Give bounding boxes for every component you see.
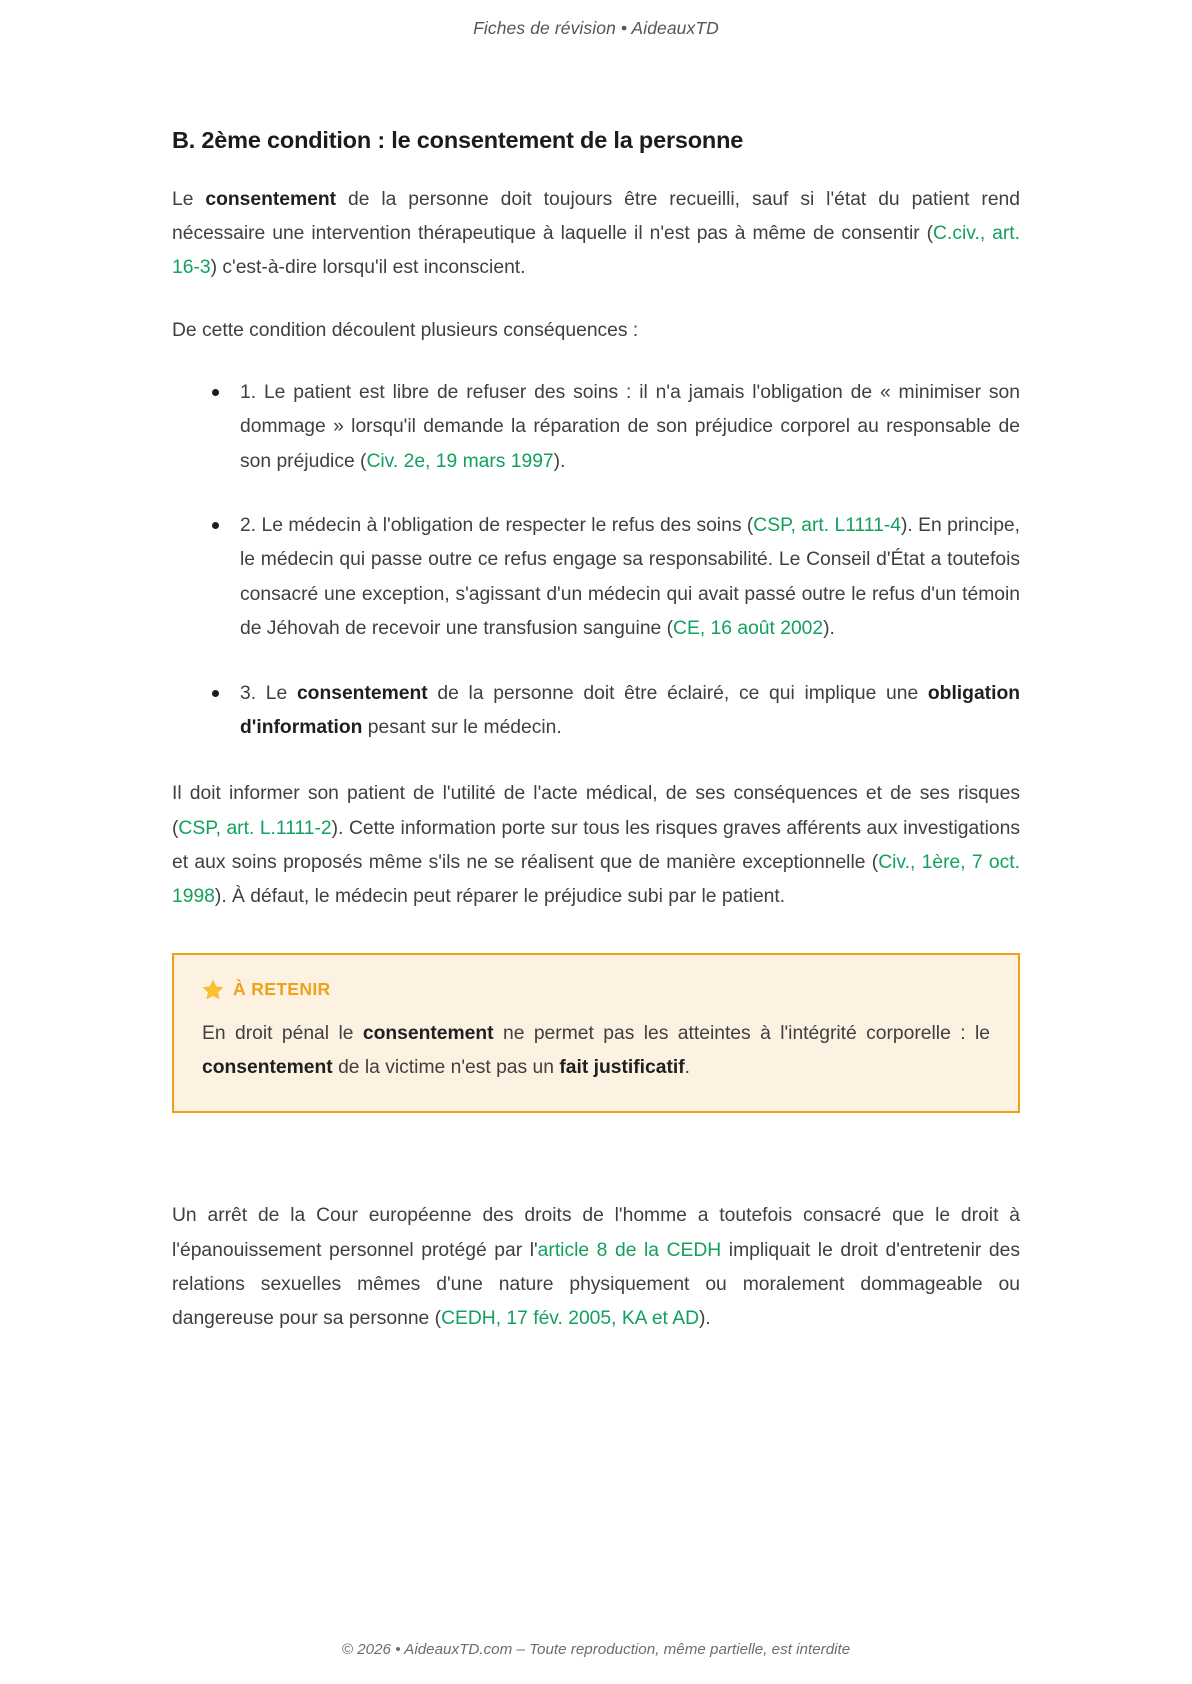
document-content	[172, 39, 1020, 1611]
citation-csp-l1111-2: CSP, art. L.1111-2	[178, 817, 332, 839]
consequences-list	[172, 376, 1020, 745]
page-footer: © 2026 • AideauxTD.com – Toute reproduction, même partielle, est interdite	[341, 1641, 851, 1658]
final-text-1: Un arrêt de la Cour européenne des droits de l'homme a toutefois consacré que le droit à l'épanouissement personnel protégé par l'	[172, 1205, 1020, 1261]
callout-text-1: En droit pénal le	[202, 1022, 363, 1044]
citation-article-8-cedh: article 8 de la CEDH	[537, 1239, 722, 1261]
callout-title: À RETENIR	[233, 979, 331, 1000]
callout-header	[202, 979, 990, 1001]
citation-civ-2e-1997: Civ. 2e, 19 mars 1997	[366, 450, 554, 472]
bullet-2-text-after: ).	[823, 618, 835, 640]
callout-text-3: de la victime n'est pas un	[332, 1056, 560, 1078]
information-paragraph	[172, 777, 1020, 914]
callout-bold-consentement-1: consentement	[362, 1022, 494, 1044]
list-item	[172, 509, 1020, 646]
bullet-2-text-before: 2. Le médecin à l'obligation de respecter le refus des soins (	[240, 515, 754, 537]
star-icon	[202, 979, 224, 1001]
final-text-2: impliquait le droit d'entretenir des relations sexuelles mêmes d'une nature physiquement ou moralement dommageable ou dangereuse pour sa personne (	[172, 1239, 1020, 1330]
bullet-3-text-after: pesant sur le médecin.	[362, 716, 562, 738]
bullet-3-bold-consentement: consentement	[296, 682, 428, 704]
running-header: Fiches de révision • AideauxTD	[473, 18, 719, 38]
final-text-3: ).	[699, 1308, 711, 1330]
bullet-3-text-before: 3. Le	[240, 682, 297, 704]
callout-bold-fait-justificatif: fait justificatif	[559, 1056, 685, 1078]
list-item	[172, 376, 1020, 479]
bullet-dot-icon	[212, 522, 219, 529]
bullet-3-bold-obligation: obligation d'information	[240, 682, 1020, 738]
bullet-dot-icon	[212, 690, 219, 697]
citation-cciv-16-3: C.civ., art. 16-3	[172, 223, 1021, 279]
final-paragraph	[172, 1199, 1020, 1336]
bullet-1-text-before: 1. Le patient est libre de refuser des soins : il n'a jamais l'obligation de « minimiser son dommage » lorsqu'il demande la réparation de son préjudice corporel au responsable de son préjudice (	[240, 382, 1020, 472]
intro-text-1: Le	[172, 188, 206, 210]
list-item	[172, 677, 1020, 746]
callout-body	[202, 1017, 990, 1086]
bullet-dot-icon	[212, 389, 219, 396]
callout-text-4: .	[684, 1056, 691, 1078]
intro-text-2: de la personne doit toujours être recueilli, sauf si l'état du patient rend nécessaire une intervention thérapeutique à laquelle il n'est pas à même de consentir (	[172, 188, 1020, 245]
callout-bold-consentement-2: consentement	[202, 1056, 333, 1078]
info-text-3: ). À défaut, le médecin peut réparer le préjudice subi par le patient.	[214, 886, 786, 908]
citation-civ-1ere-1998: Civ., 1ère, 7 oct. 1998	[172, 851, 1020, 908]
bullet-3-text-middle: de la personne doit être éclairé, ce qui implique une	[427, 682, 928, 704]
page-title: B. 2ème condition : le consentement de la personne	[172, 127, 744, 153]
bullet-1-text-after: ).	[553, 450, 566, 472]
callout-a-retenir	[172, 953, 1020, 1114]
intro-text-3: ) c'est-à-dire lorsqu'il est inconscient.	[210, 257, 526, 279]
citation-ce-2002: CE, 16 août 2002	[673, 618, 824, 640]
citation-cedh-2005: CEDH, 17 fév. 2005, KA et AD	[441, 1308, 699, 1330]
info-text-2: ). Cette information porte sur tous les risques graves afférents aux investigations et aux soins proposés même s'ils ne se réalisent que de manière exceptionnelle (	[172, 817, 1020, 873]
intro-bold-consentement: consentement	[205, 188, 337, 210]
bullet-2-text-middle: ). En principe, le médecin qui passe outre ce refus engage sa responsabilité. Le Conseil d'État a toutefois consacré une exception, s'agissant d'un médecin qui avait passé outre le refus d'un témoin de Jéhovah de recevoir une transfusion sanguine (	[240, 515, 1020, 640]
intro-paragraph	[172, 183, 1020, 286]
info-text-1: Il doit informer son patient de l'utilité de l'acte médical, de ses conséquences et de ses risques (	[172, 783, 1020, 839]
section-spacer	[172, 1141, 1020, 1199]
callout-text-2: ne permet pas les atteintes à l'intégrité corporelle : le	[493, 1022, 990, 1044]
citation-csp-l1111-4: CSP, art. L1111-4	[753, 515, 901, 537]
lead-in-paragraph: De cette condition découlent plusieurs conséquences :	[172, 319, 639, 341]
